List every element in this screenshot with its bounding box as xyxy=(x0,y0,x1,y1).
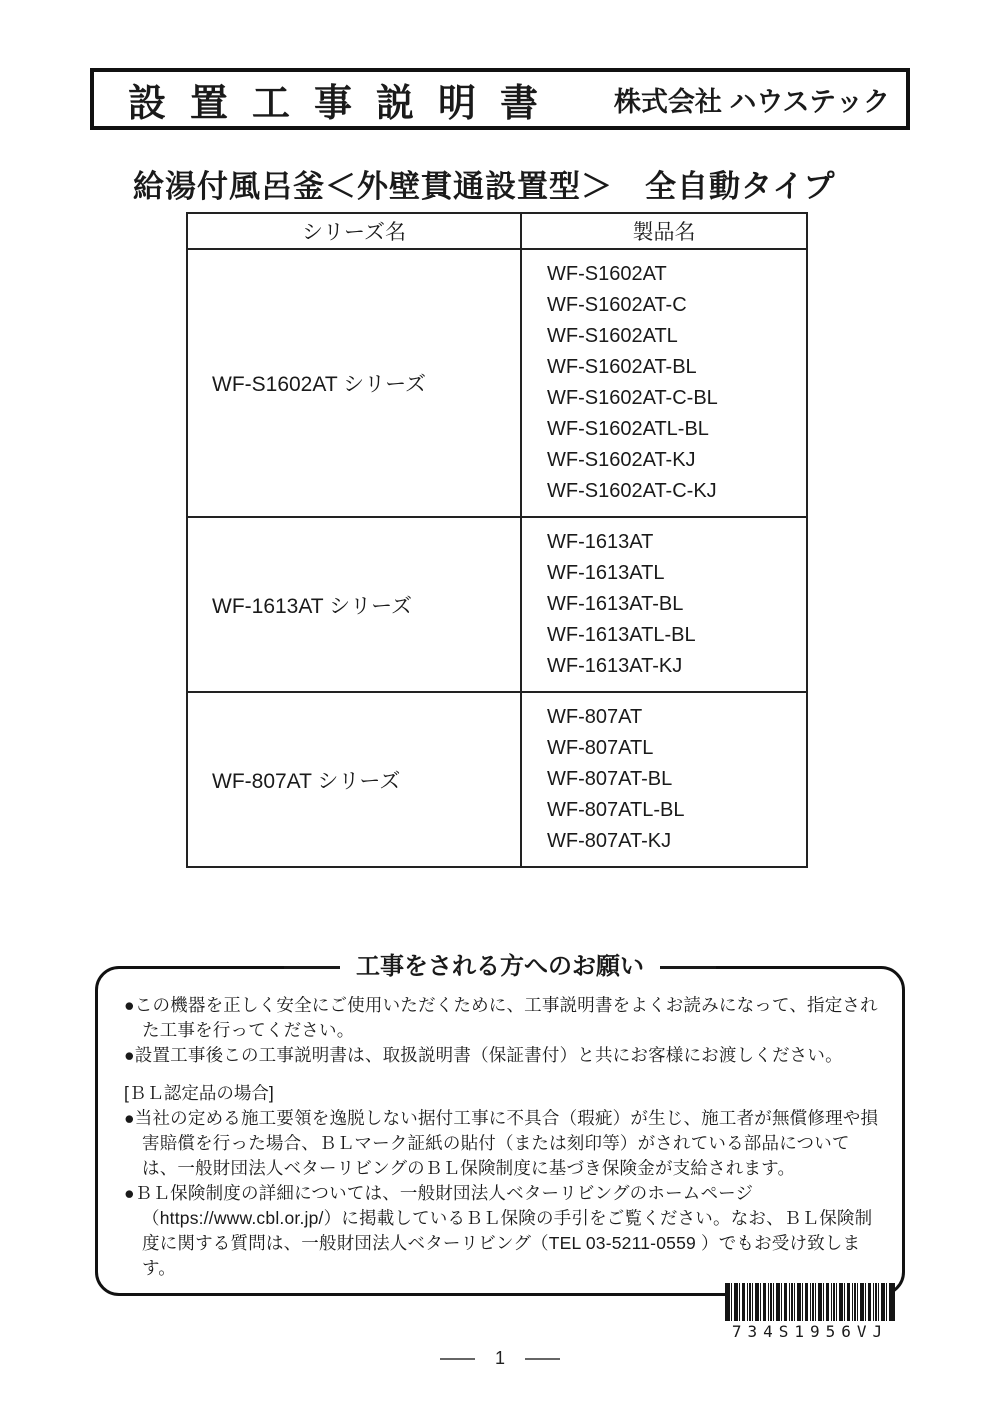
product-model: WF-807ATL-BL xyxy=(547,799,685,821)
product-list xyxy=(521,517,807,692)
table-row xyxy=(187,249,807,517)
product-model: WF-807AT-KJ xyxy=(547,830,672,852)
page-number: 1 xyxy=(494,1348,505,1368)
barcode xyxy=(725,1283,895,1341)
product-category-subtitle: 給湯付風呂釜＜外壁貫通設置型＞ 全自動タイプ xyxy=(133,169,836,204)
product-list xyxy=(521,249,807,517)
table-header-row xyxy=(187,213,807,249)
notice-title-row xyxy=(98,951,902,983)
notice-bullet: ●ＢＬ保険制度の詳細については、一般財団法人ベターリビングのホームページ（https://www.cbl.or.jp/）に掲載しているＢＬ保険の手引をご覧ください。なお、ＢＬ保険制度に関する質問は、一般財団法人ベターリビング（TEL 03-5211-0559 ）でもお受け致します。 xyxy=(124,1183,873,1278)
table-row xyxy=(187,517,807,692)
barcode-bars xyxy=(725,1283,895,1321)
series-name: WF-807AT シリーズ xyxy=(187,692,521,867)
notice-bullet: ●この機器を正しく安全にご使用いただくために、工事説明書をよくお読みになって、指定された工事を行ってください。 xyxy=(124,995,878,1040)
product-model: WF-S1602ATL-BL xyxy=(547,418,709,440)
product-model: WF-S1602AT-C-BL xyxy=(547,387,718,409)
notice-bullet: ●当社の定める施工要領を逸脱しない据付工事に不具合（瑕疵）が生じ、施工者が無償修理や損害賠償を行った場合、ＢＬマーク証紙の貼付（または刻印等）がされている部品については、一般財団法人ベターリビングのＢＬ保険制度に基づき保険金が支給されます。 xyxy=(124,1108,879,1178)
title-rule-left-line xyxy=(284,966,340,969)
product-model: WF-807AT xyxy=(547,706,643,728)
page-footer xyxy=(0,1348,1000,1369)
table-row xyxy=(187,692,807,867)
column-header-product: 製品名 xyxy=(521,213,807,249)
product-model: WF-1613AT-KJ xyxy=(547,655,683,677)
bl-certified-label: [ＢＬ認定品の場合] xyxy=(124,1083,274,1103)
document-title: 設置工事説明書 xyxy=(128,82,563,125)
document-title-box xyxy=(90,68,910,130)
notice-title: 工事をされる方へのお願い xyxy=(340,951,660,983)
product-model: WF-1613ATL xyxy=(547,562,665,584)
product-model: WF-S1602AT xyxy=(547,263,667,285)
notice-box xyxy=(95,953,905,1296)
series-name: WF-1613AT シリーズ xyxy=(187,517,521,692)
footer-rule-right-line xyxy=(525,1358,560,1360)
product-model: WF-1613AT-BL xyxy=(547,593,684,615)
title-rule-right-line xyxy=(660,966,716,969)
product-model: WF-1613AT xyxy=(547,531,654,553)
product-model: WF-S1602AT-KJ xyxy=(547,449,696,471)
product-model: WF-807AT-BL xyxy=(547,768,673,790)
company-name: 株式会社 ハウステック xyxy=(613,86,890,117)
model-table xyxy=(186,212,808,868)
footer-rule-left-line xyxy=(440,1358,475,1360)
product-list xyxy=(521,692,807,867)
product-model: WF-1613ATL-BL xyxy=(547,624,696,646)
product-model: WF-S1602AT-C-KJ xyxy=(547,480,717,502)
notice-body xyxy=(124,993,884,1281)
product-model: WF-807ATL xyxy=(547,737,654,759)
column-header-series: シリーズ名 xyxy=(187,213,521,249)
product-model: WF-S1602AT-C xyxy=(547,294,687,316)
product-model: WF-S1602AT-BL xyxy=(547,356,697,378)
product-model: WF-S1602ATL xyxy=(547,325,678,347)
series-name: WF-S1602AT シリーズ xyxy=(187,249,521,517)
barcode-value: 734S1956VJ xyxy=(731,1322,889,1341)
notice-bullet: ●設置工事後この工事説明書は、取扱説明書（保証書付）と共にお客様にお渡しください。 xyxy=(124,1045,843,1065)
